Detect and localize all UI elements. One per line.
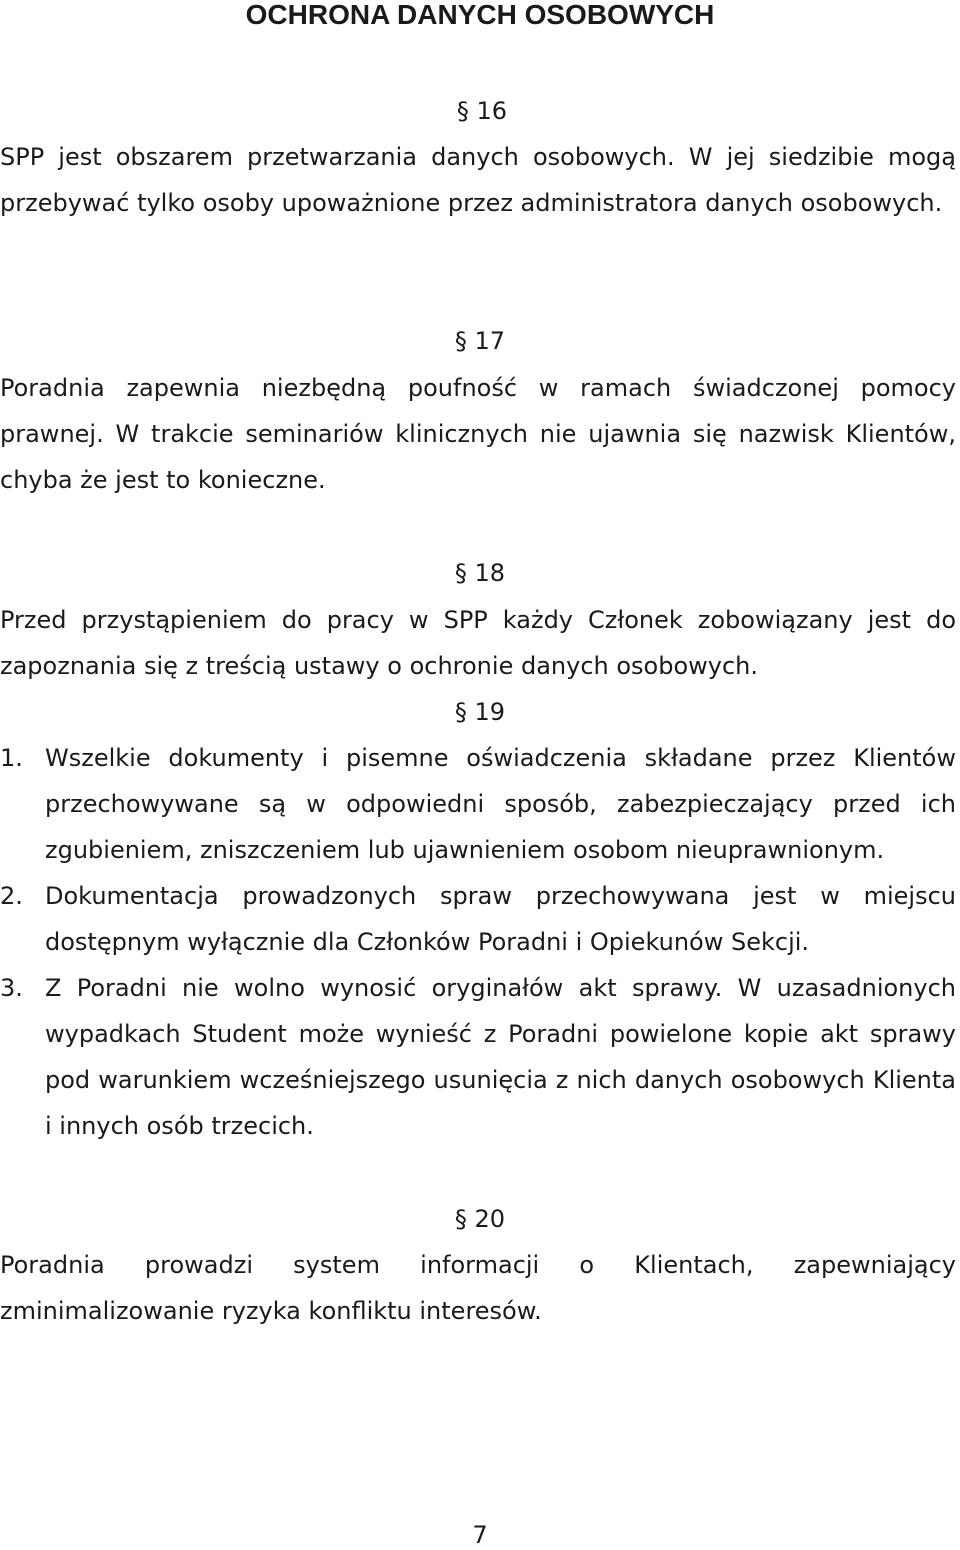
section-20-paragraph: Poradnia prowadzi system informacji o Klientach, zapewniający zminimalizowanie ryzyka konfliktu interesów. xyxy=(0,1251,956,1325)
document-title: OCHRONA DANYCH OSOBOWYCH xyxy=(245,0,715,30)
section-16-paragraph: SPP jest obszarem przetwarzania danych osobowych. W jej siedzibie mogą przebywać tylko osoby upoważnione przez administratora danych osobowych. xyxy=(0,143,956,217)
section-18-paragraph: Przed przystąpieniem do pracy w SPP każdy Członek zobowiązany jest do zapoznania się z treścią ustawy o ochronie danych osobowych. xyxy=(0,606,956,680)
list-item-number: 1. xyxy=(0,744,23,772)
list-item xyxy=(0,965,956,1149)
list-item-text: Z Poradni nie wolno wynosić oryginałów akt sprawy. W uzasadnionych wypadkach Student może wynieść z Poradni powielone kopie akt sprawy pod warunkiem wcześniejszego usunięcia z nich danych osobowych Klienta i innych osób trzecich. xyxy=(45,974,956,1140)
section-heading-17: § 17 xyxy=(454,327,506,355)
list-item-text: Wszelkie dokumenty i pisemne oświadczenia składane przez Klientów przechowywane są w odpowiedni sposób, zabezpieczający przed ich zgubieniem, zniszczeniem lub ujawnieniem osobom nieuprawnionym. xyxy=(45,744,956,864)
page-number: 7 xyxy=(472,1521,488,1549)
section-17-paragraph: Poradnia zapewnia niezbędną poufność w ramach świadczonej pomocy prawnej. W trakcie seminariów klinicznych nie ujawnia się nazwisk Klientów, chyba że jest to konieczne. xyxy=(0,374,956,494)
section-heading-20: § 20 xyxy=(454,1205,506,1233)
list-item xyxy=(0,735,956,873)
section-heading-16: § 16 xyxy=(456,97,508,125)
section-heading-19: § 19 xyxy=(454,698,506,726)
list-item-number: 2. xyxy=(0,882,23,910)
section-heading-18: § 18 xyxy=(454,559,506,587)
list-item-text: Dokumentacja prowadzonych spraw przechowywana jest w miejscu dostępnym wyłącznie dla Członków Poradni i Opiekunów Sekcji. xyxy=(45,882,956,956)
list-item-number: 3. xyxy=(0,974,23,1002)
list-item xyxy=(0,873,956,965)
